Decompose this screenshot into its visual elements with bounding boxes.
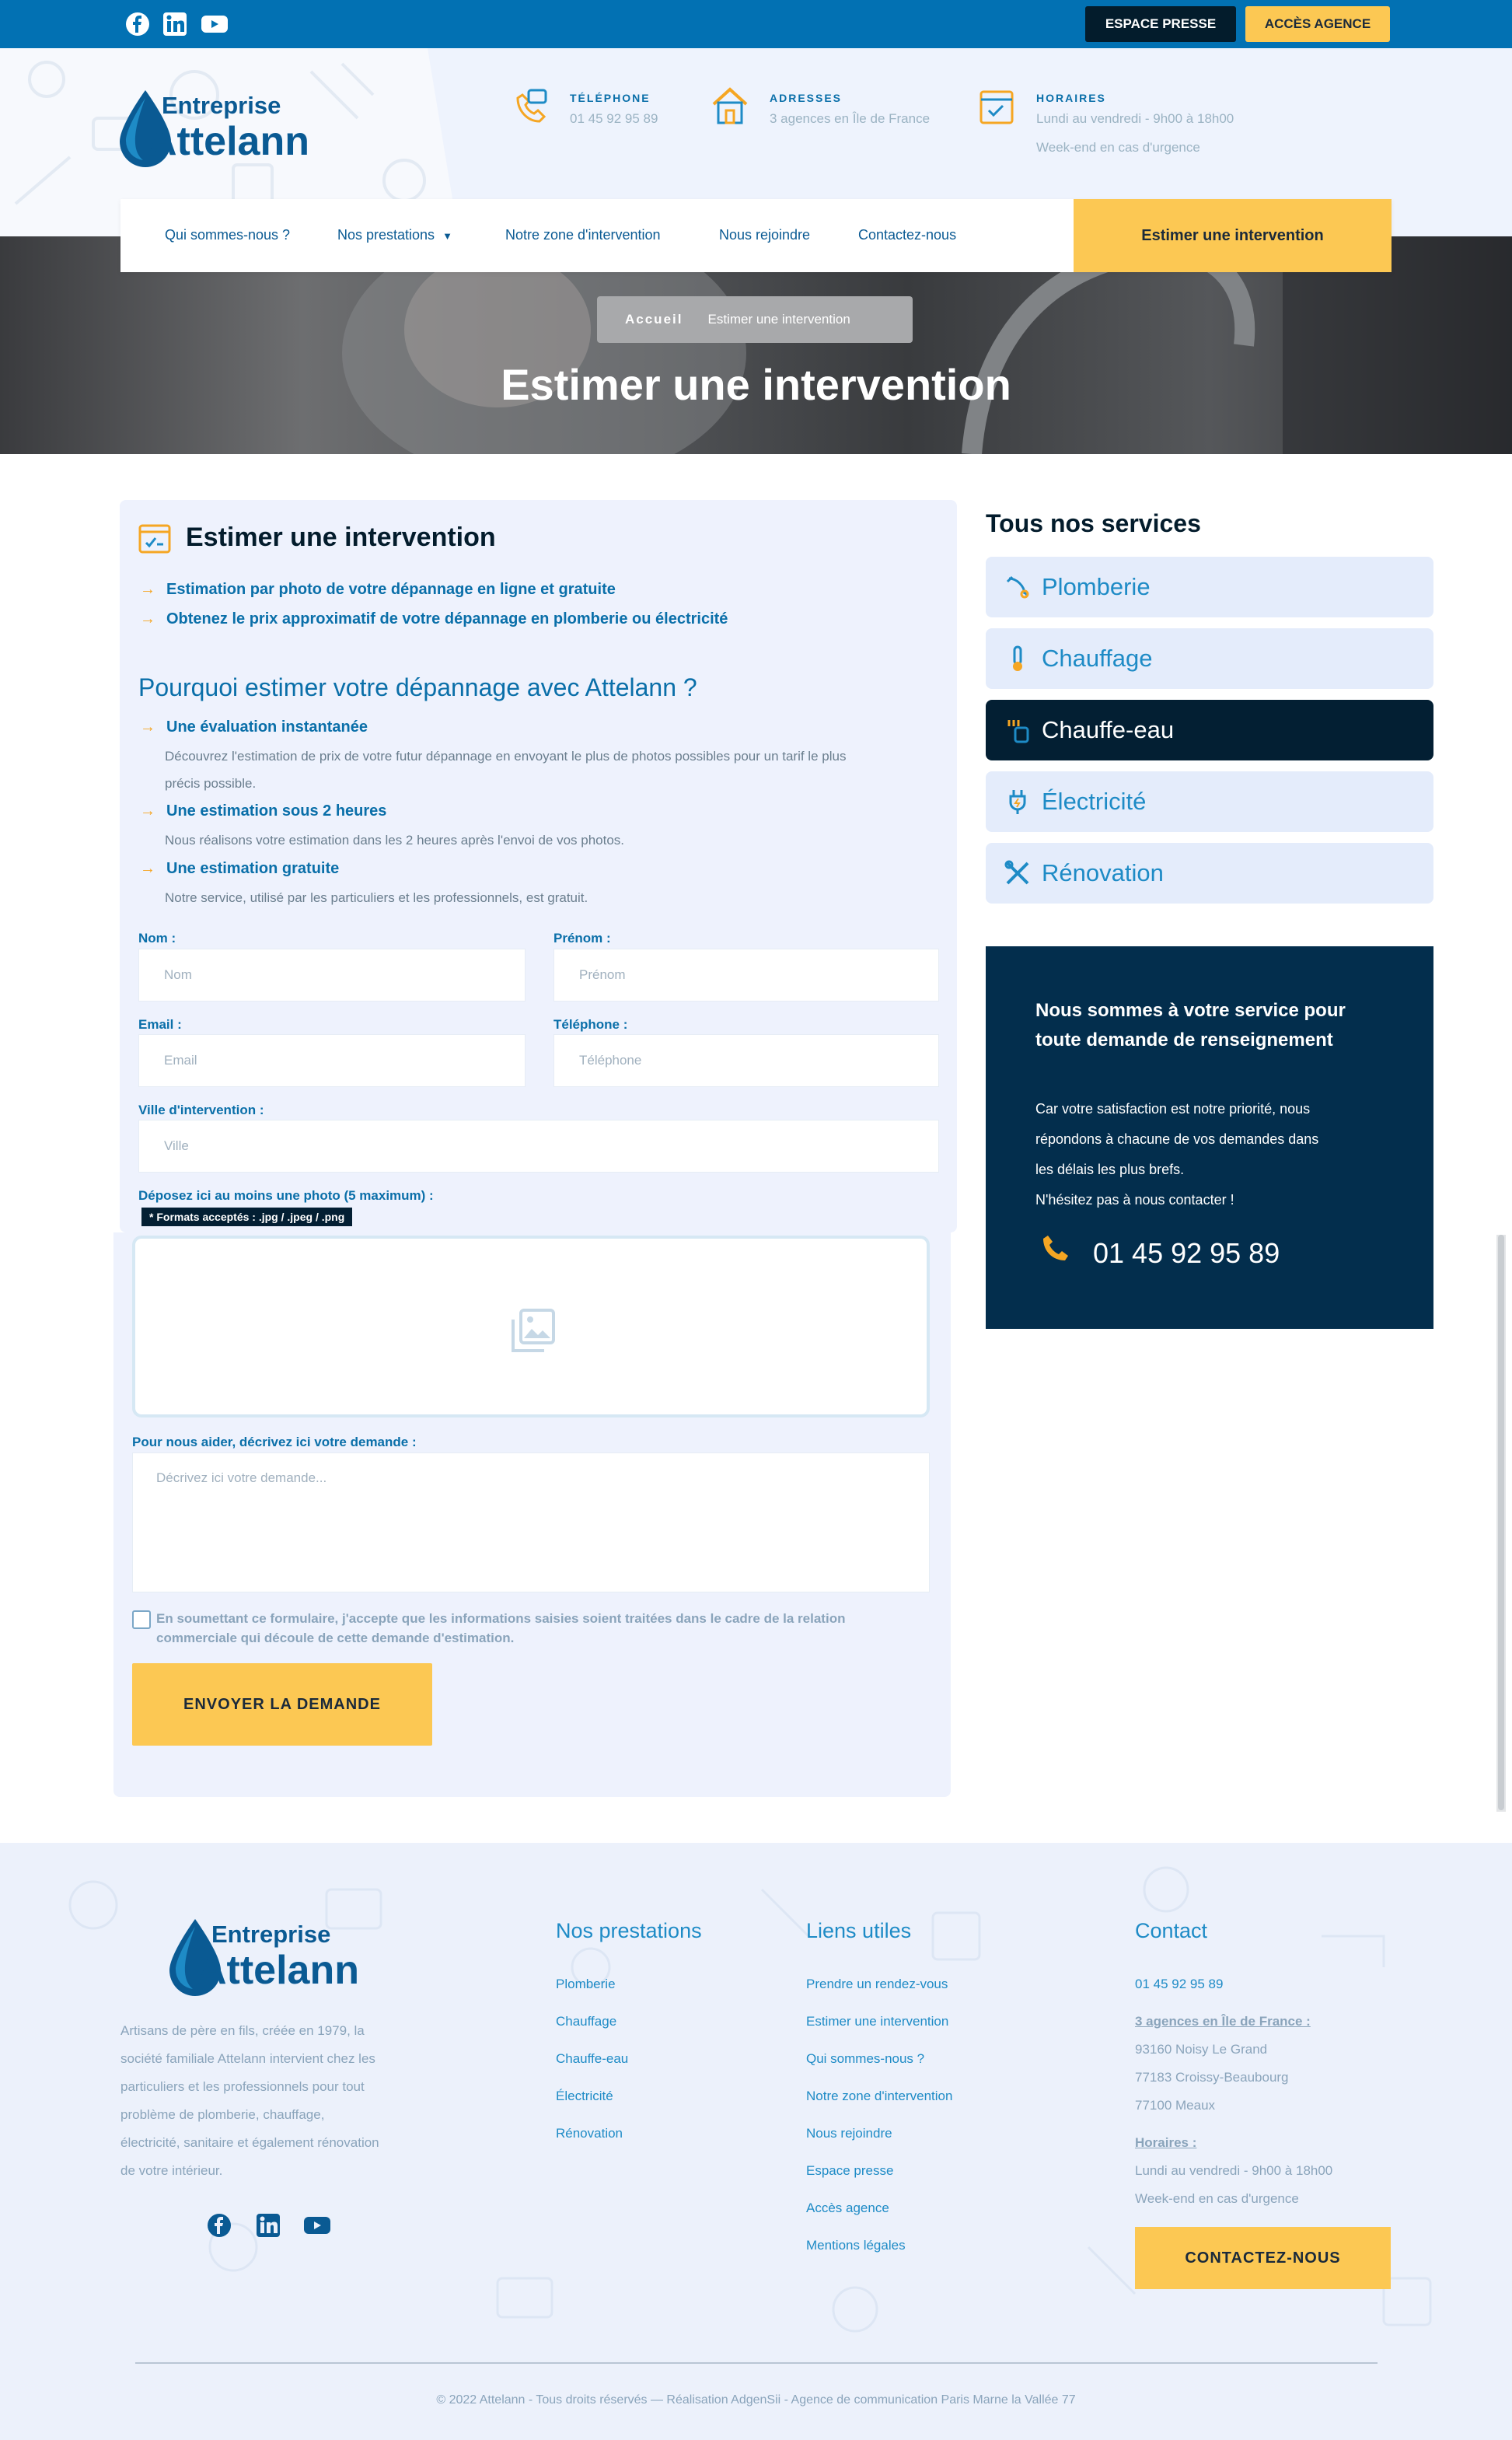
footer-useful-link[interactable]: Accès agence bbox=[806, 2201, 889, 2215]
footer-agence: 93160 Noisy Le Grand bbox=[1135, 2042, 1268, 2057]
youtube-icon[interactable] bbox=[201, 12, 229, 37]
why-item-1-title: Une évaluation instantanée bbox=[166, 718, 368, 736]
service-chauffage-label: Chauffage bbox=[1042, 645, 1153, 672]
scrollbar-thumb[interactable] bbox=[1498, 1235, 1504, 1810]
prenom-input[interactable]: Prénom bbox=[553, 949, 939, 1002]
footer-logo[interactable] bbox=[169, 1916, 372, 2001]
house-icon bbox=[711, 86, 749, 126]
footer-useful-link[interactable]: Qui sommes-nous ? bbox=[806, 2051, 925, 2066]
facebook-icon[interactable] bbox=[207, 2213, 232, 2238]
nav-item-prestations[interactable] bbox=[337, 227, 452, 243]
footer-phone[interactable]: 01 45 92 95 89 bbox=[1135, 1977, 1224, 1991]
why-item-1-desc: Découvrez l'estimation de prix de votre futur dépannage en envoyant le plus de photos possibles pour un tarif le plus bbox=[165, 749, 847, 764]
footer-useful-link[interactable]: Espace presse bbox=[806, 2163, 894, 2178]
header-hours-value: Lundi au vendredi - 9h00 à 18h00 bbox=[1036, 111, 1234, 126]
why-item-2 bbox=[140, 802, 386, 820]
footer-logo-word-attelann: Attelann bbox=[197, 1948, 359, 1993]
header-address-label: ADRESSES bbox=[770, 92, 843, 104]
footer-contact-title: Contact bbox=[1135, 1919, 1208, 1942]
footer-useful-link[interactable]: Nous rejoindre bbox=[806, 2126, 892, 2141]
header-phone-value[interactable]: 01 45 92 95 89 bbox=[570, 111, 658, 126]
tools-icon bbox=[1004, 860, 1031, 886]
footer-prestation-link[interactable]: Plomberie bbox=[556, 1977, 616, 1991]
contact-box-phone[interactable]: 01 45 92 95 89 bbox=[1093, 1237, 1280, 1269]
why-title: Pourquoi estimer votre dépannage avec Attelann ? bbox=[138, 673, 697, 701]
why-item-2-desc: Nous réalisons votre estimation dans les 2 heures après l'envoi de vos photos. bbox=[165, 833, 625, 848]
ville-input[interactable]: Ville bbox=[138, 1120, 939, 1173]
consent-text-line-2: commerciale qui découle de cette demande d'estimation. bbox=[156, 1631, 515, 1645]
service-plomberie-label: Plomberie bbox=[1042, 573, 1151, 600]
footer-contact-button[interactable]: CONTACTEZ-NOUS bbox=[1135, 2227, 1391, 2289]
telephone-input[interactable]: Téléphone bbox=[553, 1034, 939, 1087]
footer-horaire: Lundi au vendredi - 9h00 à 18h00 bbox=[1135, 2163, 1333, 2178]
service-electricite-label: Électricité bbox=[1042, 788, 1147, 815]
footer-liens-title: Liens utiles bbox=[806, 1919, 912, 1942]
breadcrumb-home[interactable]: Accueil bbox=[625, 312, 683, 327]
footer-about-6: de votre intérieur. bbox=[120, 2163, 223, 2178]
service-chauffage[interactable] bbox=[986, 628, 1433, 689]
submit-button[interactable]: ENVOYER LA DEMANDE bbox=[132, 1663, 432, 1746]
arrow-right-icon: → bbox=[140, 610, 155, 627]
footer-about-3: particuliers et les professionnels pour tout bbox=[120, 2079, 365, 2094]
header-hours-label: HORAIRES bbox=[1036, 92, 1106, 104]
intro-bullet-1 bbox=[140, 581, 616, 599]
footer-logo-word-entreprise: Entreprise bbox=[211, 1921, 331, 1948]
estimate-form-icon bbox=[138, 524, 171, 554]
arrow-right-icon: → bbox=[140, 802, 155, 820]
footer-divider bbox=[135, 2362, 1378, 2364]
why-item-3-desc: Notre service, utilisé par les particuliers et les professionnels, est gratuit. bbox=[165, 890, 588, 905]
footer-copyright: © 2022 Attelann - Tous droits réservés — Réalisation AdgenSii - Agence de communication Paris Marne la Vallée 77 bbox=[436, 2393, 1076, 2407]
header-phone-label: TÉLÉPHONE bbox=[570, 92, 651, 104]
footer-useful-link[interactable]: Estimer une intervention bbox=[806, 2014, 949, 2029]
email-label: Email : bbox=[138, 1017, 182, 1032]
consent-text bbox=[156, 1609, 845, 1648]
telephone-label: Téléphone : bbox=[553, 1017, 628, 1032]
service-renovation-label: Rénovation bbox=[1042, 859, 1164, 886]
arrow-right-icon: → bbox=[140, 860, 155, 877]
contact-box-text bbox=[1035, 1094, 1318, 1215]
nom-label: Nom : bbox=[138, 931, 176, 946]
footer-useful-link[interactable]: Notre zone d'intervention bbox=[806, 2089, 953, 2103]
footer-about-1: Artisans de père en fils, créée en 1979, la bbox=[120, 2023, 365, 2038]
water-heater-icon bbox=[1004, 717, 1031, 743]
plug-icon bbox=[1004, 788, 1031, 815]
why-item-3 bbox=[140, 860, 339, 878]
footer-useful-link[interactable]: Mentions légales bbox=[806, 2238, 906, 2253]
caret-down-icon: ▼ bbox=[442, 230, 452, 242]
nav-estimer-button[interactable]: Estimer une intervention bbox=[1074, 199, 1392, 272]
footer-agences-title: 3 agences en Île de France : bbox=[1135, 2014, 1311, 2029]
services-title: Tous nos services bbox=[986, 509, 1201, 537]
logo-word-attelann: Attelann bbox=[148, 119, 309, 164]
calendar-icon bbox=[978, 87, 1015, 126]
footer-horaires-title: Horaires : bbox=[1135, 2135, 1197, 2150]
youtube-icon[interactable] bbox=[303, 2213, 331, 2238]
logo-word-entreprise: Entreprise bbox=[162, 92, 281, 119]
ville-label: Ville d'intervention : bbox=[138, 1103, 264, 1117]
why-item-2-title: Une estimation sous 2 heures bbox=[166, 802, 387, 820]
intro-bullet-1-text: Estimation par photo de votre dépannage en ligne et gratuite bbox=[166, 581, 616, 598]
footer-prestation-link[interactable]: Chauffe-eau bbox=[556, 2051, 629, 2066]
thermometer-icon bbox=[1004, 645, 1031, 672]
breadcrumb bbox=[597, 296, 913, 343]
consent-checkbox[interactable] bbox=[132, 1610, 151, 1629]
contact-box-text-1: Car votre satisfaction est notre priorité, nous bbox=[1035, 1101, 1311, 1117]
top-bar bbox=[0, 0, 1512, 48]
linkedin-icon[interactable] bbox=[256, 2213, 281, 2238]
why-item-1-desc-2: précis possible. bbox=[165, 776, 257, 791]
footer-about-2: société familiale Attelann intervient chez les bbox=[120, 2051, 375, 2066]
espace-presse-button[interactable]: ESPACE PRESSE bbox=[1085, 6, 1236, 42]
phone-icon bbox=[513, 87, 549, 126]
footer-about bbox=[120, 2017, 379, 2185]
footer-about-5: électricité, sanitaire et également rénovation bbox=[120, 2135, 379, 2150]
nom-input[interactable]: Nom bbox=[138, 949, 526, 1002]
logo[interactable] bbox=[120, 87, 322, 173]
nav-item-qui-sommes-nous[interactable]: Qui sommes-nous ? bbox=[165, 227, 291, 243]
arrow-right-icon: → bbox=[140, 718, 155, 736]
nav-item-contact[interactable]: Contactez-nous bbox=[858, 227, 957, 243]
contact-box-text-2: répondons à chacune de vos demandes dans bbox=[1035, 1131, 1319, 1147]
nav-item-prestations-label: Nos prestations bbox=[337, 227, 435, 243]
breadcrumb-current: Estimer une intervention bbox=[707, 312, 850, 327]
service-plomberie[interactable] bbox=[986, 557, 1433, 617]
service-chauffe-eau[interactable] bbox=[986, 700, 1433, 760]
footer-about-4: problème de plomberie, chauffage, bbox=[120, 2107, 325, 2122]
service-chauffe-eau-label: Chauffe-eau bbox=[1042, 716, 1175, 743]
contact-box-title-1: Nous sommes à votre service pour bbox=[1035, 1000, 1346, 1021]
header-address-value: 3 agences en Île de France bbox=[770, 111, 931, 126]
footer-useful-link[interactable]: Prendre un rendez-vous bbox=[806, 1977, 948, 1991]
consent-text-line-1: En soumettant ce formulaire, j'accepte que les informations saisies soient traitées dans le cadre de la relation bbox=[156, 1611, 846, 1626]
nav-item-rejoindre[interactable]: Nous rejoindre bbox=[719, 227, 811, 243]
facebook-icon[interactable] bbox=[125, 12, 150, 37]
contact-box-text-4: N'hésitez pas à nous contacter ! bbox=[1035, 1192, 1234, 1208]
service-renovation[interactable] bbox=[986, 843, 1433, 904]
demande-label: Pour nous aider, décrivez ici votre demande : bbox=[132, 1435, 417, 1449]
footer-prestation-link[interactable]: Électricité bbox=[556, 2089, 613, 2103]
footer bbox=[0, 1843, 1512, 2440]
service-electricite[interactable] bbox=[986, 771, 1433, 832]
prenom-label: Prénom : bbox=[553, 931, 611, 946]
contact-box-title-2: toute demande de renseignement bbox=[1035, 1029, 1333, 1050]
linkedin-icon[interactable] bbox=[162, 12, 187, 37]
header-hours-value-2: Week-end en cas d'urgence bbox=[1036, 140, 1200, 155]
contact-box-title bbox=[1035, 996, 1346, 1055]
intro-bullet-2 bbox=[140, 610, 728, 628]
photo-label: Déposez ici au moins une photo (5 maximum) : bbox=[138, 1188, 434, 1203]
why-item-1 bbox=[140, 718, 368, 736]
acces-agence-button[interactable]: ACCÈS AGENCE bbox=[1245, 6, 1390, 42]
contact-box-text-3: les délais les plus brefs. bbox=[1035, 1162, 1185, 1177]
formats-badge: * Formats acceptés : .jpg / .jpeg / .png bbox=[141, 1208, 352, 1226]
footer-prestation-link[interactable]: Rénovation bbox=[556, 2126, 623, 2141]
intro-bullet-2-text: Obtenez le prix approximatif de votre dépannage en plomberie ou électricité bbox=[166, 610, 728, 627]
why-item-3-title: Une estimation gratuite bbox=[166, 860, 340, 877]
footer-agence: 77183 Croissy-Beaubourg bbox=[1135, 2070, 1289, 2085]
footer-prestations-title: Nos prestations bbox=[556, 1919, 702, 1942]
main-nav bbox=[120, 199, 1392, 272]
footer-agence: 77100 Meaux bbox=[1135, 2098, 1216, 2113]
arrow-right-icon: → bbox=[140, 581, 155, 598]
footer-horaire: Week-end en cas d'urgence bbox=[1135, 2191, 1299, 2206]
contact-box bbox=[986, 946, 1433, 1329]
nav-item-zone[interactable]: Notre zone d'intervention bbox=[505, 227, 661, 243]
email-input[interactable]: Email bbox=[138, 1034, 526, 1087]
demande-textarea[interactable]: Décrivez ici votre demande... bbox=[132, 1452, 930, 1592]
footer-prestation-link[interactable]: Chauffage bbox=[556, 2014, 617, 2029]
image-upload-icon bbox=[510, 1307, 557, 1354]
form-title: Estimer une intervention bbox=[186, 523, 496, 552]
page-title: Estimer une intervention bbox=[501, 360, 1011, 409]
plumbing-icon bbox=[1004, 574, 1031, 600]
photo-dropzone[interactable] bbox=[132, 1236, 930, 1418]
phone-icon bbox=[1039, 1234, 1070, 1265]
